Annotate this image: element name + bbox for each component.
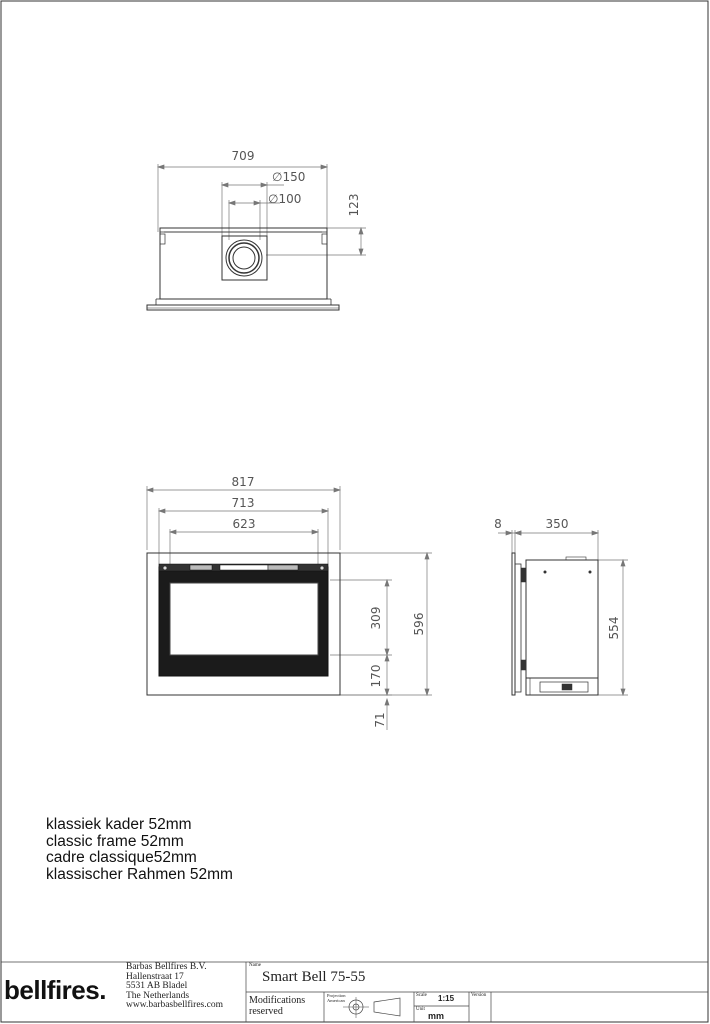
dim-309-label: 309 xyxy=(369,606,383,630)
dim-817-label: 817 xyxy=(231,475,255,489)
dim-350-label: 350 xyxy=(545,517,569,531)
dim-596-label: 596 xyxy=(412,612,426,636)
dim-709-label: 709 xyxy=(231,149,255,163)
dim-554-label: 554 xyxy=(607,616,621,640)
scale-label: Scale xyxy=(416,993,427,998)
dim-8-label: 8 xyxy=(494,517,502,531)
dim-71-label: 71 xyxy=(373,712,387,728)
top-view xyxy=(147,164,366,310)
note-line: klassiek kader 52mm xyxy=(46,816,192,833)
dim-123-label: 123 xyxy=(347,193,361,217)
scale-value: 1:15 xyxy=(438,994,455,1003)
projection-label-line: Projection xyxy=(327,993,346,998)
modifications-note xyxy=(249,995,305,1017)
dim-623-label: 623 xyxy=(232,517,256,531)
name-label: Name xyxy=(249,963,261,968)
side-body xyxy=(526,560,598,678)
modifications-line: Modifications xyxy=(249,995,306,1006)
frame-notes xyxy=(46,817,233,883)
dim-100-label: ∅100 xyxy=(268,192,302,206)
dim-170 xyxy=(340,655,392,695)
top-frame-plate xyxy=(147,305,339,310)
note-line: classic frame 52mm xyxy=(46,832,184,850)
unit-label: Unit xyxy=(416,1007,425,1012)
projection-label xyxy=(327,993,346,1003)
side-view xyxy=(498,530,628,695)
projection-label-line: American xyxy=(327,998,345,1003)
dim-350 xyxy=(515,530,598,560)
dim-170-label: 170 xyxy=(369,664,383,688)
company-line: www.barbasbellfires.com xyxy=(126,1000,223,1011)
front-glass xyxy=(170,583,318,655)
front-view xyxy=(147,486,432,730)
side-frame-plate xyxy=(512,553,515,695)
company-line: 5531 AB Bladel xyxy=(126,981,188,992)
company-line: Hallenstraat 17 xyxy=(126,971,184,982)
note-line: cadre classique52mm xyxy=(46,849,197,866)
unit-value: mm xyxy=(428,1011,445,1021)
bellfires-logo: bellfires. xyxy=(4,975,106,1005)
version-label: Version xyxy=(471,993,487,998)
dim-100 xyxy=(229,200,280,240)
dim-713-label: 713 xyxy=(231,496,255,510)
note-line: klassischer Rahmen 52mm xyxy=(46,865,233,883)
company-line: Barbas Bellfires B.V. xyxy=(126,962,207,972)
company-line: The Netherlands xyxy=(126,990,190,1001)
top-body xyxy=(160,228,327,299)
modifications-line: reserved xyxy=(249,1006,283,1017)
product-name: Smart Bell 75-55 xyxy=(262,969,366,985)
dim-150-label: ∅150 xyxy=(272,170,306,184)
company-address xyxy=(126,963,223,1011)
